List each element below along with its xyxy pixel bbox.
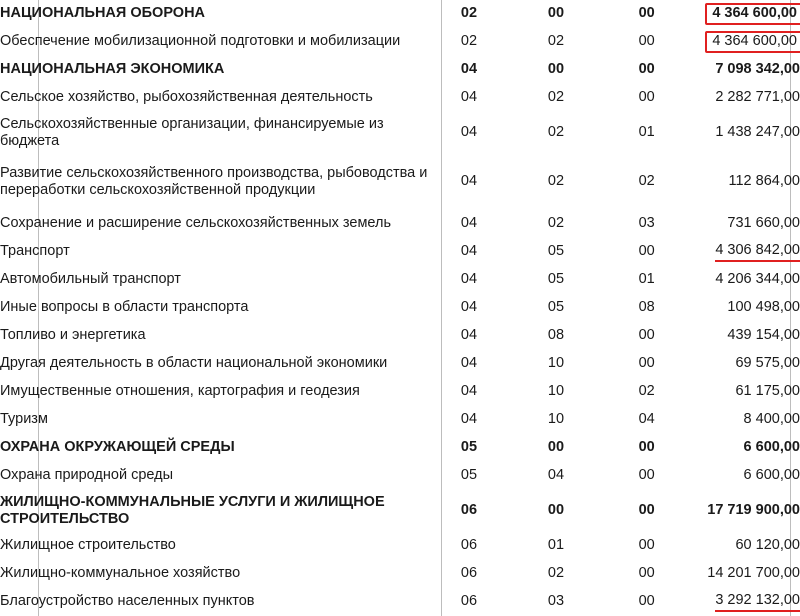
row-code-1: 04 (460, 124, 478, 141)
row-name: Обеспечение мобилизационной подготовки и мобилизации (0, 33, 401, 50)
row-amount: 61 175,00 (735, 383, 800, 400)
row-code-3: 02 (638, 383, 655, 400)
row-code-2: 02 (547, 215, 565, 232)
row-amount-cell (692, 238, 800, 266)
row-amount-cell (692, 56, 800, 84)
row-amount-cell (692, 462, 800, 490)
row-code-3: 04 (638, 411, 655, 428)
table-row (0, 238, 800, 266)
table-row (0, 28, 800, 56)
table-row (0, 0, 800, 28)
row-code-1: 04 (460, 243, 478, 260)
row-code-3: 00 (638, 61, 655, 78)
row-amount: 6 600,00 (743, 467, 800, 484)
row-code-1: 04 (460, 61, 478, 78)
row-name: Жилищное строительство (0, 537, 176, 554)
row-name: Благоустройство населенных пунктов (0, 593, 255, 610)
row-code-1: 04 (460, 173, 478, 190)
row-amount-cell (692, 266, 800, 294)
row-code-3: 00 (638, 243, 655, 260)
row-amount-cell (692, 350, 800, 378)
row-code-3: 01 (638, 271, 655, 288)
row-amount-cell (692, 154, 800, 210)
row-amount: 1 438 247,00 (715, 124, 800, 141)
row-code-2: 03 (547, 593, 565, 610)
row-code-3: 08 (638, 299, 655, 316)
row-code-3: 00 (638, 439, 655, 456)
row-amount-cell (692, 112, 800, 154)
row-amount-cell (692, 406, 800, 434)
row-code-1: 06 (460, 502, 478, 519)
row-code-1: 02 (460, 5, 478, 22)
table-row (0, 532, 800, 560)
row-code-2: 02 (547, 89, 565, 106)
row-name: НАЦИОНАЛЬНАЯ ЭКОНОМИКА (0, 61, 225, 78)
table-row (0, 434, 800, 462)
row-code-3: 00 (638, 33, 655, 50)
row-amount: 17 719 900,00 (707, 502, 800, 519)
row-amount: 6 600,00 (743, 439, 800, 456)
row-code-2: 00 (547, 5, 565, 22)
row-amount-cell (692, 322, 800, 350)
row-amount-cell (692, 588, 800, 616)
row-name: ОХРАНА ОКРУЖАЮЩЕЙ СРЕДЫ (0, 439, 235, 456)
row-code-1: 04 (460, 327, 478, 344)
row-name: ЖИЛИЩНО-КОММУНАЛЬНЫЕ УСЛУГИ И ЖИЛИЩНОЕ СТРОИТЕЛЬСТВО (0, 493, 385, 527)
row-code-1: 05 (460, 439, 478, 456)
table-row (0, 56, 800, 84)
row-code-3: 02 (638, 173, 655, 190)
row-name: Топливо и энергетика (0, 327, 146, 344)
table-row (0, 378, 800, 406)
table-row (0, 406, 800, 434)
row-code-1: 02 (460, 33, 478, 50)
row-amount-cell (692, 560, 800, 588)
row-code-2: 08 (547, 327, 565, 344)
row-name: Сохранение и расширение сельскохозяйственных земель (0, 215, 392, 232)
row-code-1: 06 (460, 537, 478, 554)
row-code-1: 04 (460, 299, 478, 316)
row-code-2: 00 (547, 61, 565, 78)
row-name: Развитие сельскохозяйственного производства, рыбоводства и переработки сельскохозяйственной продукции (0, 164, 428, 198)
table-row (0, 210, 800, 238)
row-name: Туризм (0, 411, 48, 428)
row-name: Другая деятельность в области национальной экономики (0, 355, 388, 372)
row-code-1: 04 (460, 215, 478, 232)
row-amount: 2 282 771,00 (715, 89, 800, 106)
row-code-3: 00 (638, 502, 655, 519)
row-name: Иные вопросы в области транспорта (0, 299, 249, 316)
row-code-3: 00 (638, 327, 655, 344)
table-row (0, 84, 800, 112)
row-code-2: 05 (547, 299, 565, 316)
row-code-3: 00 (638, 593, 655, 610)
row-name: Сельское хозяйство, рыбохозяйственная деятельность (0, 89, 373, 106)
row-code-3: 00 (638, 89, 655, 106)
row-code-3: 00 (638, 467, 655, 484)
row-code-1: 04 (460, 271, 478, 288)
table-row (0, 588, 800, 616)
row-amount: 14 201 700,00 (707, 565, 800, 582)
row-name: НАЦИОНАЛЬНАЯ ОБОРОНА (0, 5, 206, 22)
row-amount-cell (692, 532, 800, 560)
row-amount-highlighted: 4 306 842,00 (715, 242, 800, 262)
row-amount-cell (692, 434, 800, 462)
row-code-1: 06 (460, 593, 478, 610)
row-code-2: 10 (547, 383, 565, 400)
table-row (0, 294, 800, 322)
row-code-3: 00 (638, 537, 655, 554)
row-amount-cell (692, 294, 800, 322)
row-amount: 100 498,00 (727, 299, 800, 316)
row-name: Жилищно-коммунальное хозяйство (0, 565, 241, 582)
row-code-1: 04 (460, 355, 478, 372)
row-amount-highlighted: 3 292 132,00 (715, 592, 800, 612)
row-code-1: 04 (460, 411, 478, 428)
row-code-2: 02 (547, 124, 565, 141)
table-row (0, 560, 800, 588)
row-amount-cell (692, 0, 800, 28)
table-row (0, 322, 800, 350)
row-amount: 112 864,00 (728, 173, 800, 190)
row-amount: 731 660,00 (727, 215, 800, 232)
row-code-2: 10 (547, 355, 565, 372)
table-row (0, 112, 800, 154)
row-amount-cell (692, 84, 800, 112)
row-code-1: 04 (460, 383, 478, 400)
row-amount: 69 575,00 (735, 355, 800, 372)
row-amount-cell (692, 28, 800, 56)
row-code-1: 04 (460, 89, 478, 106)
table-row (0, 490, 800, 532)
row-code-2: 02 (547, 565, 565, 582)
row-name: Имущественные отношения, картография и геодезия (0, 383, 360, 400)
row-amount-highlighted: 4 364 600,00 (705, 3, 800, 25)
row-code-2: 05 (547, 271, 565, 288)
row-amount-cell (692, 210, 800, 238)
row-code-2: 05 (547, 243, 565, 260)
row-amount: 439 154,00 (727, 327, 800, 344)
row-code-2: 01 (547, 537, 565, 554)
row-code-2: 04 (547, 467, 565, 484)
table-row (0, 266, 800, 294)
row-name: Сельскохозяйственные организации, финансируемые из бюджета (0, 115, 384, 149)
row-name: Охрана природной среды (0, 467, 174, 484)
row-amount: 8 400,00 (743, 411, 800, 428)
row-code-1: 06 (460, 565, 478, 582)
row-code-3: 03 (638, 215, 655, 232)
row-name: Транспорт (0, 243, 70, 260)
row-code-3: 00 (638, 355, 655, 372)
table-row (0, 154, 800, 210)
row-amount-cell (692, 378, 800, 406)
row-code-2: 10 (547, 411, 565, 428)
row-code-2: 00 (547, 439, 565, 456)
row-amount-highlighted: 4 364 600,00 (705, 31, 800, 53)
row-code-2: 02 (547, 33, 565, 50)
row-code-3: 01 (638, 124, 655, 141)
row-amount: 60 120,00 (735, 537, 800, 554)
table-row (0, 350, 800, 378)
row-code-2: 02 (547, 173, 565, 190)
row-amount-cell (692, 490, 800, 532)
row-code-3: 00 (638, 565, 655, 582)
row-code-3: 00 (638, 5, 655, 22)
table-row (0, 462, 800, 490)
row-name: Автомобильный транспорт (0, 271, 181, 288)
row-code-2: 00 (547, 502, 565, 519)
row-code-1: 05 (460, 467, 478, 484)
row-amount: 4 206 344,00 (715, 271, 800, 288)
row-amount: 7 098 342,00 (715, 61, 800, 78)
